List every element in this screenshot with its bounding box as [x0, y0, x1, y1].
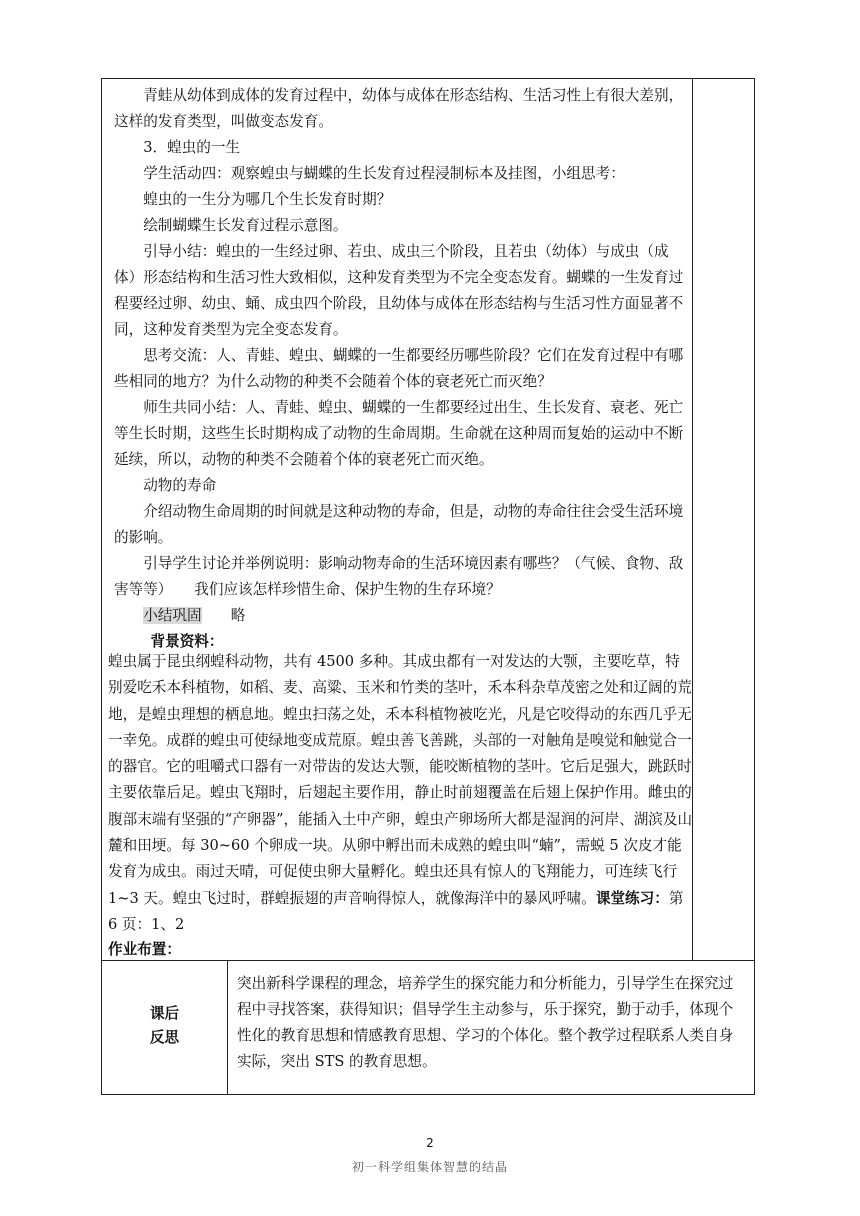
reflection-label-line1: 课后	[149, 1005, 180, 1022]
paragraph: 青蛙从幼体到成体的发育过程中，幼体与成体在形态结构、生活习性上有很大差别，这样的发育类型，叫做变态发育。	[114, 87, 684, 130]
exercise-label: 课堂练习：	[595, 889, 669, 907]
reflection-label	[102, 1002, 227, 1050]
row-divider	[102, 960, 754, 961]
reflection-label-line2: 反思	[149, 1029, 180, 1046]
reflection-text: 突出新科学课程的理念，培养学生的探究能力和分析能力，引导学生在探究过程中寻找答案，获得知识；倡导学生主动参与，乐于探究，勤于动手，体现个性化的教育思想和情感教育思想、学习的个体化。整个教学过程联系人类自身实际，突出 STS 的教育思想。	[237, 975, 734, 1070]
paragraph: 师生共同小结：人、青蛙、蝗虫、蝴蝶的一生都要经过出生、生长发育、衰老、死亡等生长时期，这些生长时期构成了动物的生命周期。生命就在这种周而复始的运动中不断延续，所以，动物的种类不会随着个体的衰老死亡而灭绝。	[114, 399, 684, 468]
paragraph: 引导小结：蝗虫的一生经过卵、若虫、成虫三个阶段，且若虫（幼体）与成虫（成体）形态结构和生活习性大致相似，这种发育类型为不完全变态发育。蝴蝶的一生发育过程要经过卵、幼虫、蛹、成虫四个阶段，且幼体与成体在形态结构与生活习性方面显著不同，这种发育类型为完全变态发育。	[114, 243, 684, 338]
background-body: 蝗虫属于昆虫纲蝗科动物，共有 4500 多种。其成虫都有一对发达的大颚，主要吃草，特别爱吃禾本科植物，如稻、麦、高粱、玉米和竹类的茎叶，禾本科杂草茂密之处和辽阔的荒地，是蝗虫理想的栖息地。蝗虫扫荡之处，禾本科植物被吃光，凡是它咬得动的东西几乎无一幸免。成群的蝗虫可使绿地变成荒原。蝗虫善飞善跳，头部的一对触角是嗅觉和触觉合一的器官。它的咀嚼式口器有一对带齿的发达大颚，能咬断植物的茎叶。它后足强大，跳跃时主要依靠后足。蝗虫飞翔时，后翅起主要作用，静止时前翅覆盖在后翅上保护作用。雌虫的腹部末端有坚强的“产卵器”，能插入土中产卵，蝗虫产卵场所大都是湿润的河岸、湖滨及山麓和田埂。每 30~60 个卵成一块。从卵中孵出而未成熟的蝗虫叫“蝻”，需蜕 5 次皮才能发育为成虫。雨过天晴，可促使虫卵大量孵化。蝗虫还具有惊人的飞翔能力，可连续飞行 1~3 天。蝗虫飞过时，群蝗振翅的声音响得惊人，就像海洋中的暴风呼啸。	[108, 653, 693, 907]
page-number: 2	[426, 1136, 434, 1150]
paragraph: 思考交流：人、青蛙、蝗虫、蝴蝶的一生都要经历哪些阶段？它们在发育过程中有哪些相同的地方？为什么动物的种类不会随着个体的衰老死亡而灭绝？	[114, 347, 684, 390]
reflection-divider	[227, 960, 228, 1094]
background-section	[108, 649, 693, 938]
background-heading: 背景资料：	[150, 633, 224, 650]
exercise-value: 第 6 页：1、2	[108, 889, 684, 933]
summary-value: 略	[230, 607, 246, 624]
paragraph: 绘制蝴蝶生长发育过程示意图。	[143, 217, 348, 234]
paragraph: 动物的寿命	[143, 477, 217, 494]
homework-label: 作业布置：	[108, 941, 181, 958]
summary-label: 小结巩固	[143, 607, 202, 624]
background-text	[108, 649, 693, 938]
paragraph: 引导学生讨论并举例说明：影响动物寿命的生活环境因素有哪些？（气候、食物、敌害等等） 我们应该怎样珍惜生命、保护生物的生存环境？	[114, 555, 684, 598]
summary-line	[114, 603, 684, 629]
paragraph: 学生活动四：观察蝗虫与蝴蝶的生长发育过程浸制标本及挂图，小组思考：	[143, 165, 625, 182]
paragraph: 蝗虫的一生分为哪几个生长发育时期？	[143, 191, 392, 208]
page-footer: 初一科学组集体智慧的结晶	[351, 1160, 508, 1174]
paragraph: 介绍动物生命周期的时间就是这种动物的寿命，但是，动物的寿命往往会受生活环境的影响。	[114, 503, 684, 546]
lesson-body	[114, 83, 684, 655]
section-heading: 3．蝗虫的一生	[143, 139, 241, 156]
lesson-table	[101, 78, 755, 1095]
